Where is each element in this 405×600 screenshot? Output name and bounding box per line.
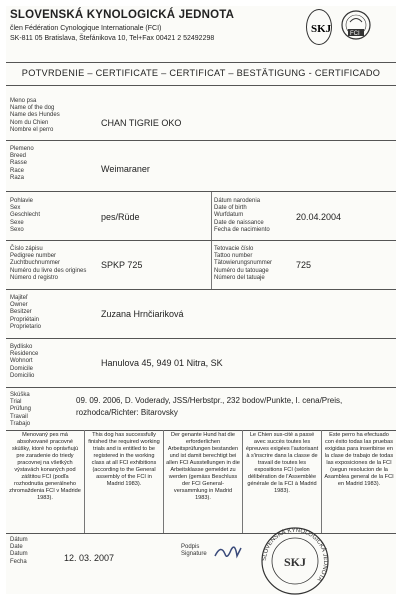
certificate-title: POTVRDENIE – CERTIFICATE – CERTIFICAT – BESTÄTIGUNG - CERTIFICADO <box>21 68 381 78</box>
trial-label: Skúška Trial Prüfung Travail Trabajo <box>10 392 32 427</box>
sex-value: pes/Rüde <box>101 212 140 222</box>
birth-label: Dátum narodenia Date of birth Wurfdatum Date de naissance Fecha de nacimiento <box>214 198 270 233</box>
column-divider <box>211 192 212 240</box>
divider <box>6 387 396 388</box>
date-label: Dátum Date Datum Fecha <box>10 537 28 565</box>
svg-text:SKJ: SKJ <box>311 23 332 35</box>
declaration-slovak: Menovaný pes má absolvované pracovné skúšky, ktoré ho oprávňujú pre zaradenie do triedy pracovnej na všetkých výstavách konaných pod záštitou FCI (podľa rozhodnutia generálneho zhromaždenia FCI v Madride 1983). <box>9 432 81 501</box>
declaration-french: Le Chien sus-cité a passé avec succès toutes les épreuves exigées l'autorisant à s'inscrire dans la classe de travail de toutes les expositions FCI (selon délibération de l'Assemblée générale de la FCI à Madrid 1983). <box>245 432 319 494</box>
signature-label: Podpis Signature <box>181 544 207 558</box>
stamp-ring-text: SLOVENSKÁ KYNOLOGICKÁ JEDNOTA <box>261 527 329 583</box>
declaration-spanish: Este perro ha efectuado con éxito todas las pruebas exigidas para inseribirse en la clase de trabajo de todas las exposiciones de la FCI (segun resolucion de la Asamblea general de la FCI en Madrid 1983). <box>324 432 394 487</box>
divider <box>6 533 396 534</box>
reg-number-label: Číslo zápisu Pedigree number Zuchtbuchnummer Numéro du livre des origines Número d registro <box>10 246 87 281</box>
divider <box>6 62 396 63</box>
dog-name-label: Meno psa Name of the dog Name des Hundes Nom du Chien Nombre el perro <box>10 98 60 133</box>
fci-member-line: člen Fédération Cynologique Internationale (FCI) <box>10 25 162 32</box>
dog-name-value: CHAN TIGRIE OKO <box>101 118 182 128</box>
divider <box>6 240 396 241</box>
reg-number-value: SPKP 725 <box>101 260 143 270</box>
official-stamp <box>254 526 336 596</box>
fci-logo <box>338 9 374 41</box>
divider <box>6 338 396 339</box>
date-value: 12. 03. 2007 <box>64 553 115 563</box>
fci-badge-text: FCI <box>350 31 360 37</box>
trial-line-2: rozhodca/Richter: Bitarovsky <box>76 408 178 417</box>
birth-value: 20.04.2004 <box>296 212 342 222</box>
skj-logo <box>306 9 332 45</box>
divider <box>6 85 396 86</box>
tattoo-value: 725 <box>296 260 312 270</box>
certificate-page <box>6 6 396 594</box>
org-name: SLOVENSKÁ KYNOLOGICKÁ JEDNOTA <box>10 9 235 21</box>
owner-label: Majiteľ Owner Besitzer Propriétain Proprietario <box>10 295 42 330</box>
declaration-english: This dog has successfully finished the required working trials and is entitled to be registered in the working class at all FCI exhibitions (according to the General assembly of the FCI in Madrid 1983). <box>88 432 160 487</box>
address-line: SK-811 05 Bratislava, Štefánikova 10, Tel+Fax 00421 2 52492298 <box>10 35 215 42</box>
divider <box>6 289 396 290</box>
divider <box>6 191 396 192</box>
residence-value: Hanulova 45, 949 01 Nitra, SK <box>101 358 223 368</box>
tattoo-label: Tetovacie číslo Tattoo number Tätowierungsnummer Numéro du tatouage Número del tatuaje <box>214 246 273 281</box>
owner-value: Zuzana Hrnčiariková <box>101 309 184 319</box>
trial-line-1: 09. 09. 2006, D. Voderady, JSS/Herbstpr., 232 bodov/Punkte, I. cena/Preis, <box>76 396 343 405</box>
residence-label: Bydlisko Residence Wohnort Domicile Domicilio <box>10 344 39 379</box>
declaration-german: Der genante Hund hat die erforderlichen Arbeitsprüfungen bestanden und ist damit berechtigt bei allen FCI Ausstellungen in die Arbeitsklasse gemeldet zu werden (gemäss Beschluss der FCI General-versammlung in Madrid 1983). <box>166 432 240 501</box>
stamp-center-text: SKJ <box>284 555 307 569</box>
signature-scribble <box>211 538 251 566</box>
divider <box>6 140 396 141</box>
column-divider <box>211 241 212 289</box>
breed-label: Plemeno Breed Rasse Race Raza <box>10 146 34 181</box>
sex-label: Pohlavie Sex Geschlecht Sexe Sexo <box>10 198 41 233</box>
breed-value: Weimaraner <box>101 164 150 174</box>
